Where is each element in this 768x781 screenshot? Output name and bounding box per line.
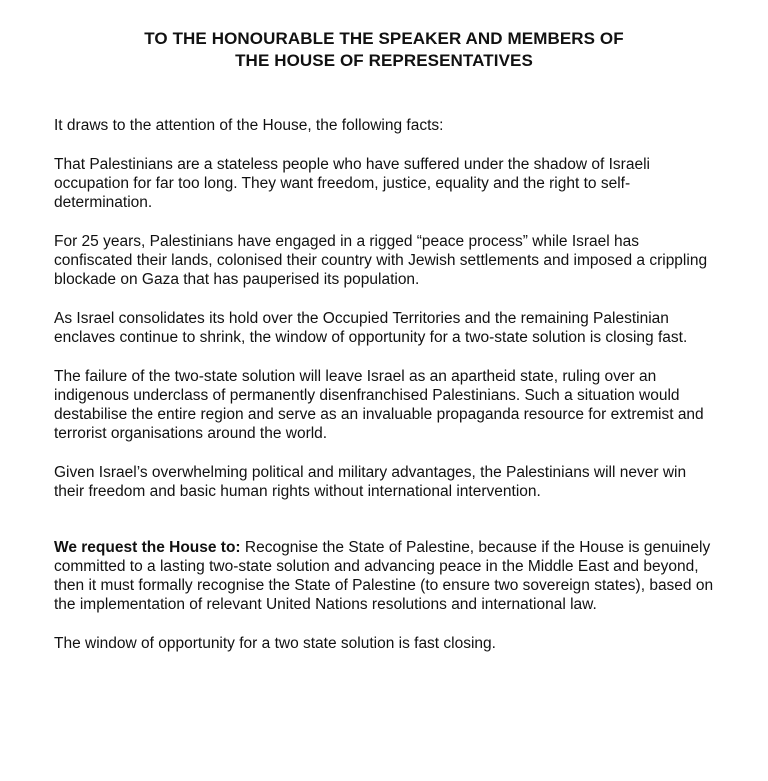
heading-line-2: THE HOUSE OF REPRESENTATIVES	[235, 51, 533, 70]
request-paragraph	[54, 538, 714, 614]
petition-body	[54, 116, 714, 673]
fact-paragraph-1: That Palestinians are a stateless people who have suffered under the shadow of Israeli occupation for far too long. They want freedom, justice, equality and the right to self-determination.	[54, 156, 650, 211]
fact-paragraph-5: Given Israel’s overwhelming political and military advantages, the Palestinians will never win their freedom and basic human rights without international intervention.	[54, 464, 687, 500]
fact-paragraph-3: As Israel consolidates its hold over the Occupied Territories and the remaining Palestinian enclaves continue to shrink, the window of opportunity for a two-state solution is closing fast.	[54, 310, 688, 346]
fact-paragraph-2: For 25 years, Palestinians have engaged in a rigged “peace process” while Israel has confiscated their lands, colonised their country with Jewish settlements and imposed a crippling blockade on Gaza that has pauperised its population.	[54, 233, 708, 288]
fact-paragraph-4: The failure of the two-state solution will leave Israel as an apartheid state, ruling over an indigenous underclass of permanently disenfranchised Palestinians. Such a situation would destabilise the entire region and serve as an invaluable propaganda resource for extremist and terrorist organisations around the world.	[54, 368, 704, 442]
intro-paragraph: It draws to the attention of the House, the following facts:	[54, 117, 444, 134]
request-text: Recognise the State of Palestine, because if the House is genuinely committed to a lasting two-state solution and advancing peace in the Middle East and beyond, then it must formally recognise the State of Palestine (to ensure two sovereign states), based on the implementation of relevant United Nations resolutions and international law.	[54, 539, 714, 613]
heading-line-1: TO THE HONOURABLE THE SPEAKER AND MEMBERS OF	[144, 29, 624, 48]
petition-heading	[0, 28, 768, 72]
request-lead: We request the House to:	[54, 539, 241, 556]
closing-paragraph: The window of opportunity for a two state solution is fast closing.	[54, 635, 496, 652]
